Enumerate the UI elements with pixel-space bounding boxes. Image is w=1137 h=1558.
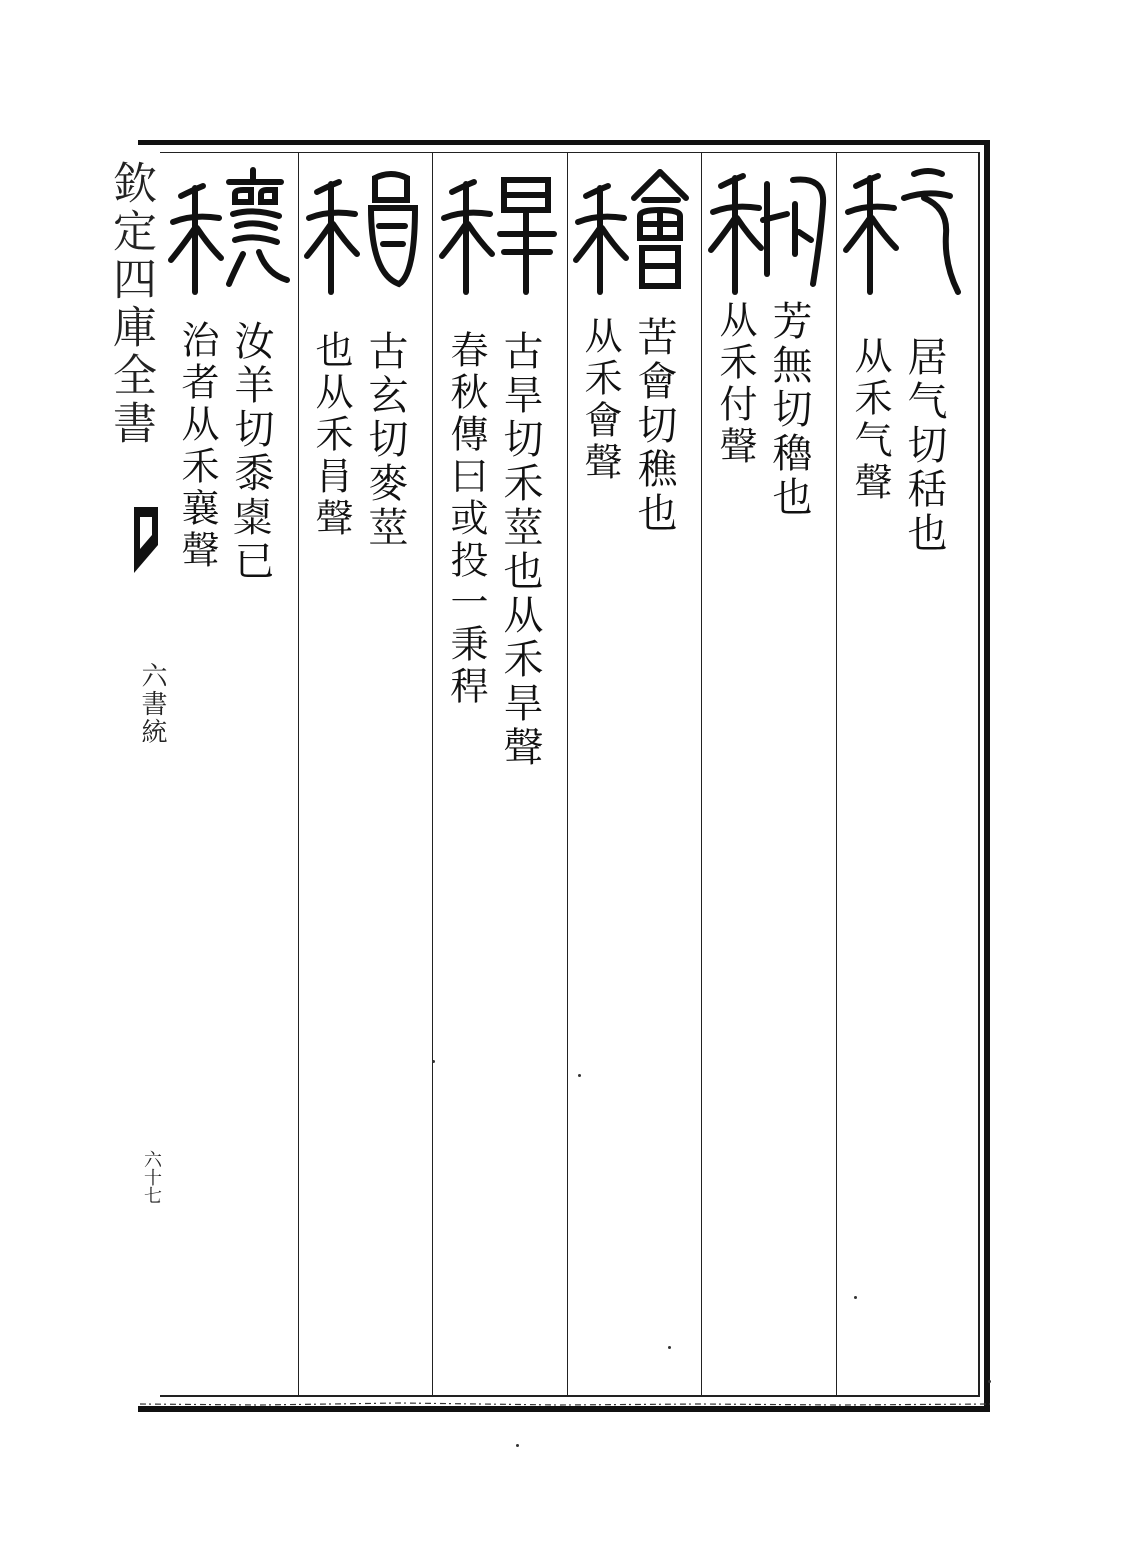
rough-bottom-edge: [140, 1396, 990, 1410]
definition-line: 春秋傳曰或投一秉稈: [444, 330, 488, 708]
definition-line: 古玄切麥莖: [362, 330, 408, 550]
entry-column: [703, 160, 837, 1390]
ink-speck: [988, 1380, 991, 1383]
seal-script-glyph-qi: [838, 164, 972, 298]
seal-script-glyph-hui: [568, 164, 702, 298]
entry-column: [434, 160, 568, 1390]
margin-book-title: 六書統: [137, 662, 167, 746]
entry-column: [163, 160, 297, 1390]
margin-page-number: 六十七: [141, 1150, 162, 1204]
entry-column: [299, 160, 433, 1390]
seal-script-glyph-gan: [434, 164, 568, 298]
definition-line: 苦會切穛也: [631, 316, 677, 536]
ink-speck: [516, 1444, 519, 1447]
definition-line: 也从禾肙聲: [309, 330, 353, 540]
definition-line: 治者从禾襄聲: [175, 320, 219, 572]
definition-line: 古旱切禾莖也从禾旱聲: [497, 330, 543, 770]
ink-speck: [854, 1296, 857, 1299]
definition-line: 芳無切穭也: [766, 300, 812, 520]
definition-line: 从禾气聲: [848, 336, 892, 504]
definition-line: 从禾付聲: [713, 300, 757, 468]
seal-script-glyph-fu: [703, 164, 837, 298]
fish-tail-marker-icon: [132, 505, 160, 575]
definition-line: 居气切秳也: [901, 336, 947, 556]
ink-speck: [432, 1060, 435, 1063]
margin-title: 欽定四庫全書: [105, 160, 156, 448]
ink-speck: [578, 1074, 581, 1077]
definition-line: 汝羊切黍𥻆已: [228, 320, 274, 584]
seal-script-glyph-juan: [299, 164, 433, 298]
entry-column: [838, 160, 972, 1390]
entry-column: [568, 160, 702, 1390]
ink-speck: [668, 1346, 671, 1349]
seal-script-glyph-rang: [163, 164, 297, 298]
definition-line: 从禾會聲: [578, 316, 622, 484]
